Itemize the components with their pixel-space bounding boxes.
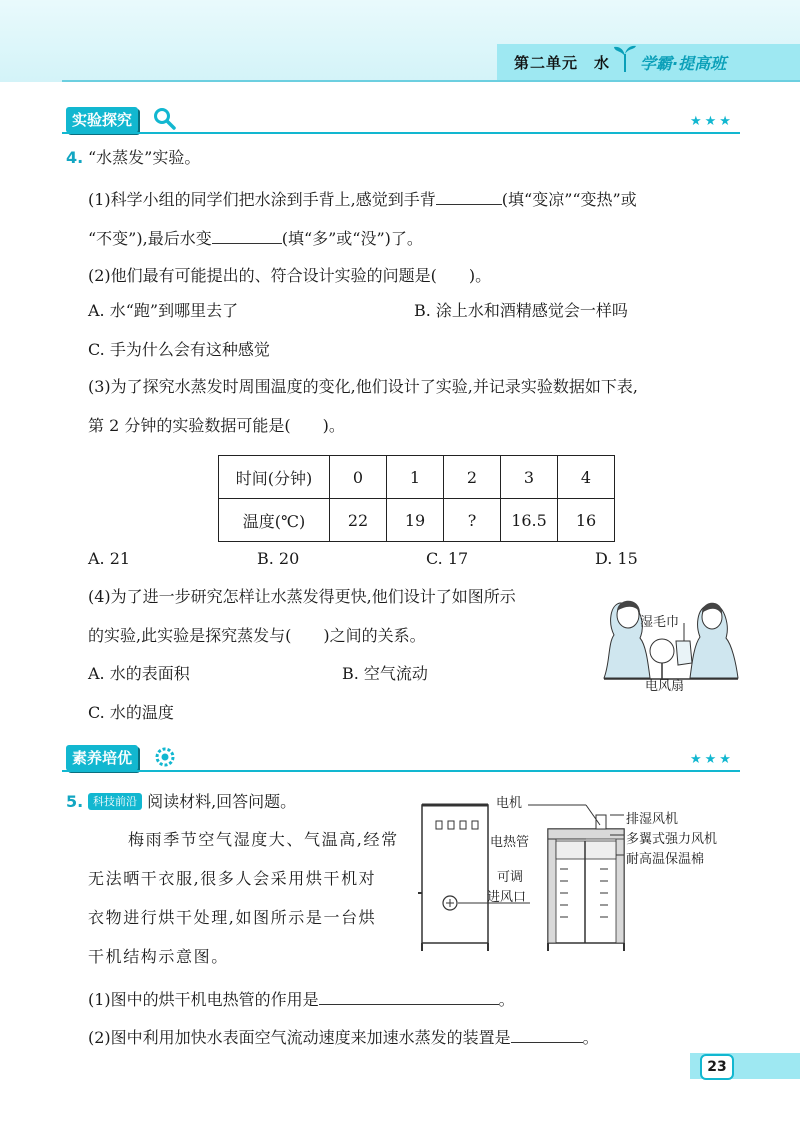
- page-number: 23: [700, 1054, 734, 1080]
- passage-line-3: 衣物进行烘干处理,如图所示是一台烘: [88, 908, 377, 927]
- sub-question-1: [88, 988, 515, 1010]
- option-c: C. 手为什么会有这种感觉: [88, 340, 270, 359]
- sub-question-4-line-2: 的实验,此实验是探究蒸发与( )之间的关系。: [88, 626, 426, 645]
- option-c: C. 水的温度: [88, 703, 174, 722]
- sub-question-2: (2)他们最有可能提出的、符合设计实验的问题是( )。: [88, 266, 492, 285]
- magnifier-icon: [152, 106, 178, 132]
- text-segment: 。: [498, 990, 515, 1009]
- label-wet-towel: 湿毛巾: [640, 615, 680, 630]
- option-b: B. 20: [257, 549, 300, 568]
- table-cell: 温度(℃): [219, 499, 330, 542]
- label-inlet-1: 可调: [497, 870, 524, 885]
- label-motor: 电机: [496, 796, 523, 811]
- answer-blank[interactable]: [319, 988, 499, 1005]
- section-rule: [62, 770, 740, 772]
- difficulty-stars: ★★★: [690, 114, 734, 129]
- table-cell: 2: [444, 456, 501, 499]
- sub-question-1-line-1: [88, 188, 637, 210]
- section-badge-experiment: 实验探究: [66, 107, 138, 133]
- sub-question-2: [88, 1026, 599, 1048]
- table-cell: 16: [558, 499, 615, 542]
- table-cell: 16.5: [501, 499, 558, 542]
- data-table: [218, 455, 615, 542]
- option-b: B. 涂上水和酒精感觉会一样吗: [414, 301, 628, 320]
- table-row: [219, 499, 615, 542]
- table-cell: 1: [387, 456, 444, 499]
- question-number: 4.: [66, 148, 84, 167]
- sprout-icon: [612, 44, 638, 74]
- passage-line-2: 无法晒干衣服,很多人会采用烘干机对: [88, 869, 377, 888]
- passage-line-4: 干机结构示意图。: [88, 947, 229, 966]
- tech-frontier-tag: 科技前沿: [88, 793, 142, 810]
- label-fan: 电风扇: [645, 679, 685, 694]
- text-segment: 。: [582, 1028, 599, 1047]
- sub-question-3-line-1: (3)为了探究水蒸发时周围温度的变化,他们设计了实验,并记录实验数据如下表,: [88, 377, 638, 396]
- table-cell: 0: [330, 456, 387, 499]
- label-exhaust-fan: 排湿风机: [626, 812, 679, 827]
- text-segment: (2)图中利用加快水表面空气流动速度来加速水蒸发的装置是: [88, 1028, 511, 1047]
- table-cell: ?: [444, 499, 501, 542]
- option-a: A. 水“跑”到哪里去了: [88, 301, 239, 320]
- table-cell: 4: [558, 456, 615, 499]
- table-row: [219, 456, 615, 499]
- sub-question-3-line-2: 第 2 分钟的实验数据可能是( )。: [88, 416, 345, 435]
- header-rule: [62, 80, 800, 82]
- gear-icon: [153, 745, 177, 769]
- difficulty-stars: ★★★: [690, 752, 734, 767]
- option-b: B. 空气流动: [342, 664, 428, 683]
- answer-blank[interactable]: [436, 188, 502, 205]
- question-intro: 阅读材料,回答问题。: [147, 792, 297, 811]
- text-segment: “不变”),最后水变: [88, 229, 212, 248]
- sub-question-4-line-1: (4)为了进一步研究怎样让水蒸发得更快,他们设计了如图所示: [88, 587, 516, 606]
- answer-blank[interactable]: [212, 227, 282, 244]
- table-cell: 时间(分钟): [219, 456, 330, 499]
- text-segment: (1)科学小组的同学们把水涂到手背上,感觉到手背: [88, 190, 436, 209]
- dryer-diagram: [410, 785, 740, 960]
- brand-title: 学霸·提高班: [640, 54, 727, 73]
- option-a: A. 水的表面积: [88, 664, 190, 683]
- label-insulation: 耐高温保温棉: [626, 852, 705, 867]
- sub-question-1-line-2: [88, 227, 423, 249]
- option-a: A. 21: [88, 549, 131, 568]
- table-cell: 19: [387, 499, 444, 542]
- passage-line-1: 梅雨季节空气湿度大、气温高,经常: [128, 830, 399, 849]
- label-blower: 多翼式强力风机: [626, 832, 718, 847]
- question-intro-line: [88, 792, 296, 812]
- label-inlet-2: 进风口: [487, 890, 527, 905]
- table-cell: 3: [501, 456, 558, 499]
- section-rule: [62, 132, 740, 134]
- option-c: C. 17: [426, 549, 469, 568]
- label-heater: 电热管: [490, 835, 530, 850]
- text-segment: (填“变凉”“变热”或: [501, 190, 637, 209]
- section-badge-enrichment: 素养培优: [66, 745, 138, 771]
- table-cell: 22: [330, 499, 387, 542]
- question-title: “水蒸发”实验。: [88, 148, 201, 167]
- answer-blank[interactable]: [511, 1026, 583, 1043]
- text-segment: (1)图中的烘干机电热管的作用是: [88, 990, 319, 1009]
- question-number: 5.: [66, 792, 84, 811]
- unit-title: 第二单元 水: [514, 54, 611, 72]
- text-segment: (填“多”或“没”)了。: [281, 229, 423, 248]
- option-d: D. 15: [595, 549, 638, 568]
